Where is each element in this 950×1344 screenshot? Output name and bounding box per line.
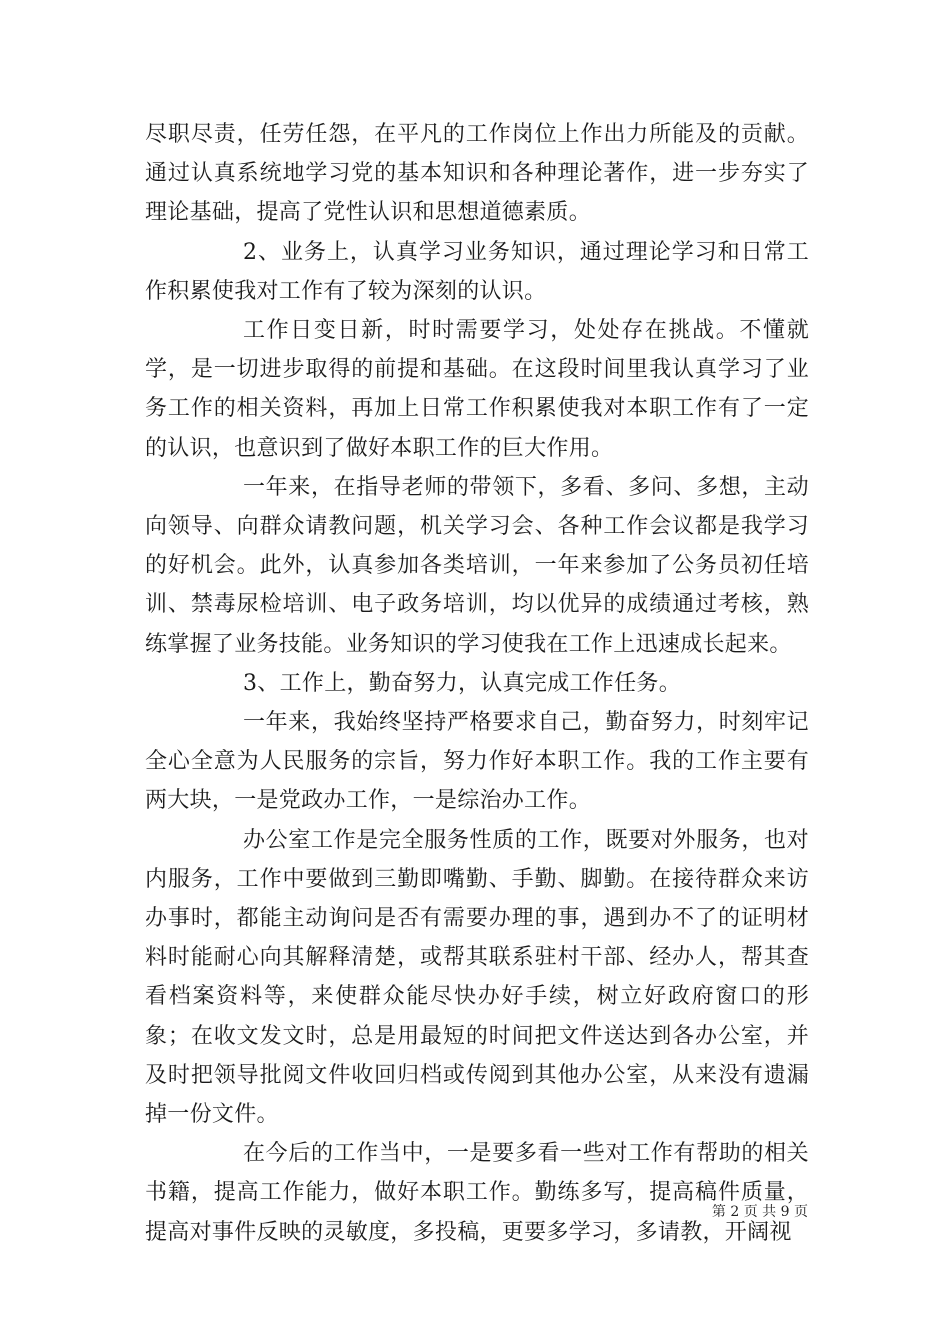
document-body — [145, 115, 809, 1252]
paragraph-3: 工作日变日新，时时需要学习，处处存在挑战。不懂就学，是一切进步取得的前提和基础。在这段时间里我认真学习了业务工作的相关资料，再加上日常工作积累使我对本职工作有了一定的认识，也意识到了做好本职工作的巨大作用。 — [145, 318, 809, 461]
page-number: 第 2 页 共 9 页 — [711, 1204, 808, 1220]
paragraph-1: 尽职尽责，任劳任怨，在平凡的工作岗位上作出力所能及的贡献。通过认真系统地学习党的基本知识和各种理论著作，进一步夯实了理论基础，提高了党性认识和思想道德素质。 — [145, 122, 809, 226]
paragraph-7: 办公室工作是完全服务性质的工作，既要对外服务，也对内服务，工作中要做到三勤即嘴勤、手勤、脚勤。在接待群众来访办事时，都能主动询问是否有需要办理的事，遇到办不了的证明材料时能耐心向其解释清楚，或帮其联系驻村干部、经办人，帮其查看档案资料等，来使群众能尽快办好手续，树立好政府窗口的形象；在收文发文时，总是用最短的时间把文件送达到各办公室，并及时把领导批阅文件收回归档或传阅到其他办公室，从来没有遗漏掉一份文件。 — [145, 827, 809, 1128]
paragraph-4: 一年来，在指导老师的带领下，多看、多问、多想，主动向领导、向群众请教问题，机关学习会、各种工作会议都是我学习的好机会。此外，认真参加各类培训，一年来参加了公务员初任培训、禁毒尿检培训、电子政务培训，均以优异的成绩通过考核，熟练掌握了业务技能。业务知识的学习使我在工作上迅速成长起来。 — [145, 474, 809, 657]
paragraph-2: 2、业务上，认真学习业务知识，通过理论学习和日常工作积累使我对工作有了较为深刻的认识。 — [145, 239, 809, 304]
paragraph-6: 一年来，我始终坚持严格要求自己，勤奋努力，时刻牢记全心全意为人民服务的宗旨，努力作好本职工作。我的工作主要有两大块，一是党政办工作，一是综治办工作。 — [145, 710, 809, 814]
paragraph-8: 在今后的工作当中，一是要多看一些对工作有帮助的相关书籍，提高工作能力，做好本职工作。勤练多写，提高稿件质量，提高对事件反映的灵敏度，多投稿，更要多学习，多请教，开阔视 — [145, 1141, 809, 1245]
paragraph-5: 3、工作上，勤奋努力，认真完成工作任务。 — [243, 670, 681, 696]
